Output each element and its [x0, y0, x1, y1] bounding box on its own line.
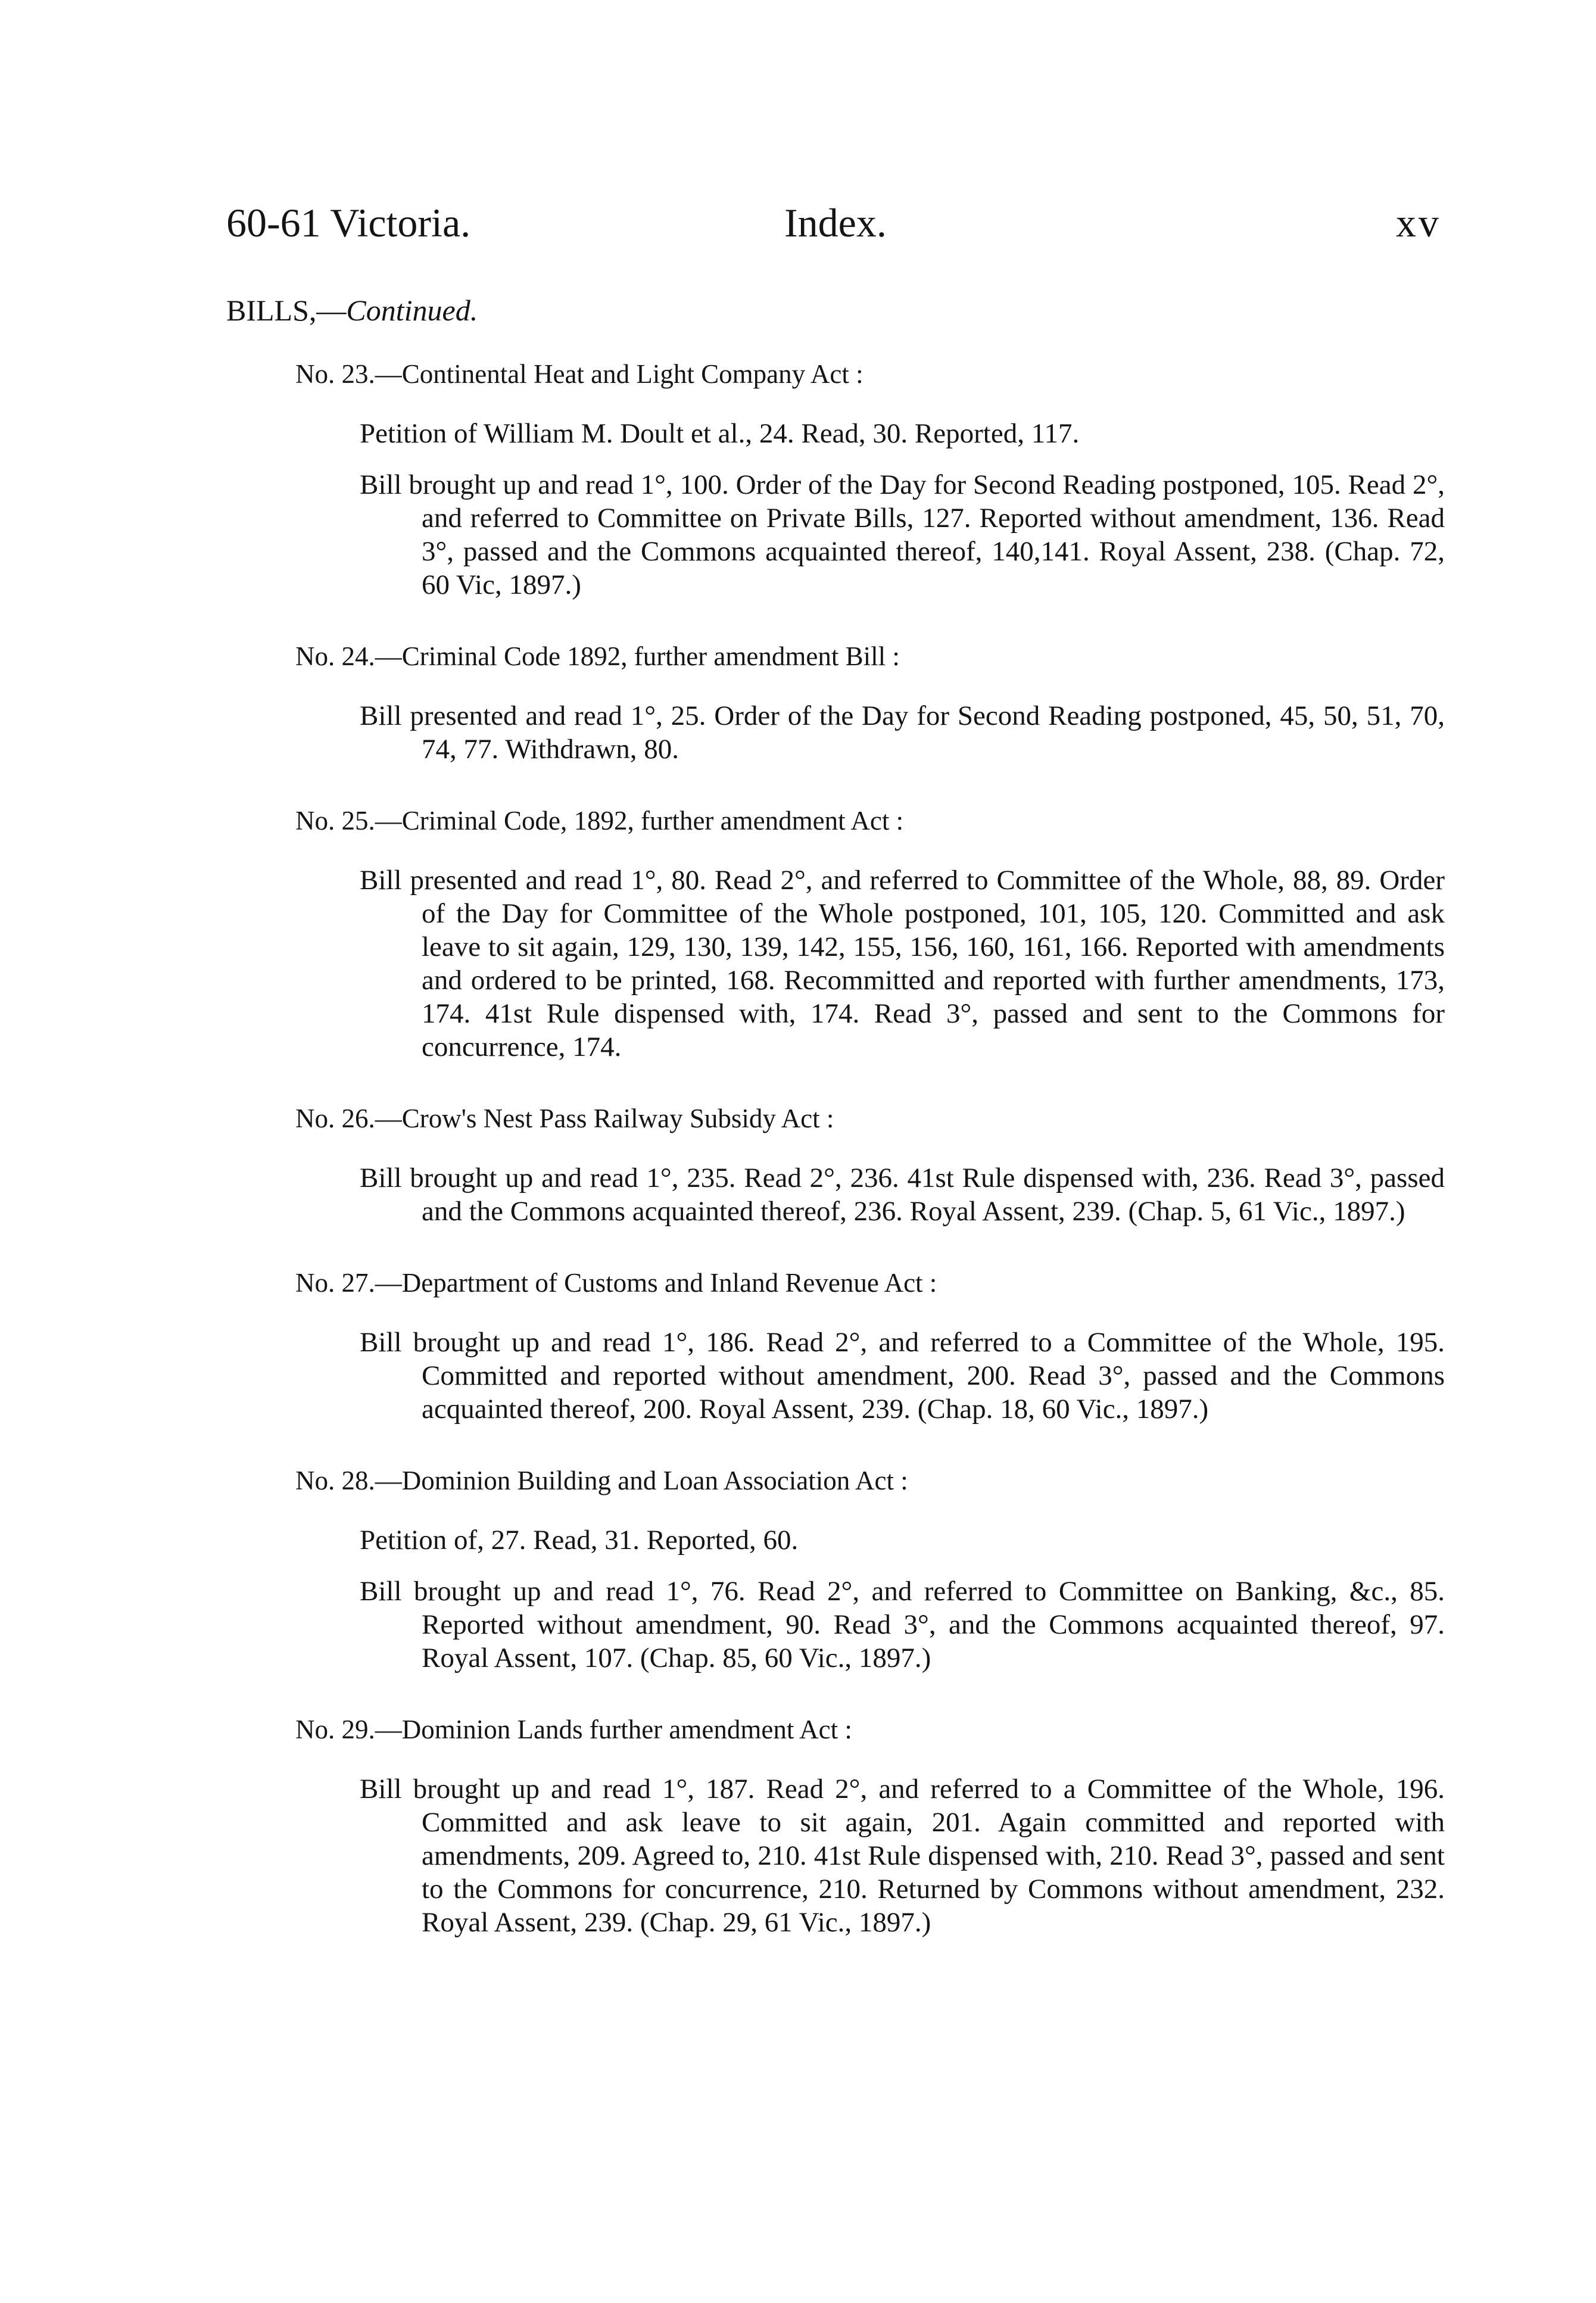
header-page-number: xv	[1396, 200, 1441, 245]
bill-list	[295, 357, 1445, 1977]
bill-proceedings: Bill brought up and read 1°, 100. Order of the Day for Second Reading postponed, 105. Read 2°, and referred to Committee on Private Bills, 127. Reported without amendment, 136. Read 3°, passed and the Commons acquainted thereof, 140,141. Royal Assent, 238. (Chap. 72, 60 Vic, 1897.)	[360, 469, 1445, 600]
bill-title: No. 26.—Crow's Nest Pass Railway Subsidy Act :	[295, 1104, 834, 1133]
bill-entry-24	[295, 640, 1445, 766]
bill-entry-28	[295, 1464, 1445, 1675]
bill-title: No. 27.—Department of Customs and Inland Revenue Act :	[295, 1268, 937, 1298]
bill-title: No. 29.—Dominion Lands further amendment Act :	[295, 1715, 852, 1744]
section-heading	[226, 293, 478, 328]
bill-proceedings: Bill brought up and read 1°, 235. Read 2°, 236. 41st Rule dispensed with, 236. Read 3°, passed and the Commons acquainted thereof, 236. Royal Assent, 239. (Chap. 5, 61 Vic., 1897.)	[360, 1163, 1445, 1227]
bill-proceedings: Bill brought up and read 1°, 186. Read 2°, and referred to a Committee of the Whole, 195. Committed and reported without amendment, 200. Read 3°, passed and the Commons acquainted thereof, 200. Royal Assent, 239. (Chap. 18, 60 Vic., 1897.)	[360, 1327, 1445, 1425]
bill-title: No. 24.—Criminal Code 1892, further amendment Bill :	[295, 641, 900, 671]
bill-proceedings: Petition of, 27. Read, 31. Reported, 60.	[360, 1525, 799, 1556]
running-header	[226, 200, 1441, 253]
bill-proceedings: Bill brought up and read 1°, 76. Read 2°, and referred to Committee on Banking, &c., 85. Reported without amendment, 90. Read 3°, and the Commons acquainted thereof, 97. Royal Assent, 107. (Chap. 85, 60 Vic., 1897.)	[360, 1576, 1445, 1674]
section-label: BILLS,—	[226, 294, 347, 327]
bill-title: No. 25.—Criminal Code, 1892, further amendment Act :	[295, 806, 904, 836]
bill-title: No. 23.—Continental Heat and Light Company Act :	[295, 359, 864, 389]
bill-entry-27	[295, 1266, 1445, 1426]
section-continued: Continued.	[346, 294, 478, 327]
bill-title: No. 28.—Dominion Building and Loan Association Act :	[295, 1466, 908, 1495]
bill-proceedings: Bill presented and read 1°, 80. Read 2°, and referred to Committee of the Whole, 88, 89. Order of the Day for Committee of the Whole postponed, 101, 105, 120. Committed and ask leave to sit again, 129, 130, 139, 142, 155, 156, 160, 161, 166. Reported with amendments and ordered to be printed, 168. Recommitted and reported with further amendments, 173, 174. 41st Rule dispensed with, 174. Read 3°, passed and sent to the Commons for concurrence, 174.	[360, 865, 1445, 1062]
bill-entry-25	[295, 804, 1445, 1064]
bill-proceedings: Petition of William M. Doult et al., 24. Read, 30. Reported, 117.	[360, 418, 1080, 449]
header-title: Index.	[784, 200, 887, 245]
bill-entry-23	[295, 357, 1445, 602]
header-volume: 60-61 Victoria.	[226, 200, 471, 245]
bill-proceedings: Bill presented and read 1°, 25. Order of the Day for Second Reading postponed, 45, 50, 51, 70, 74, 77. Withdrawn, 80.	[360, 700, 1445, 765]
bill-proceedings: Bill brought up and read 1°, 187. Read 2°, and referred to a Committee of the Whole, 196. Committed and ask leave to sit again, 201. Again committed and reported with amendments, 209. Agreed to, 210. 41st Rule dispensed with, 210. Read 3°, passed and sent to the Commons for concurrence, 210. Returned by Commons without amendment, 232. Royal Assent, 239. (Chap. 29, 61 Vic., 1897.)	[360, 1774, 1445, 1938]
bill-entry-29	[295, 1713, 1445, 1939]
bill-entry-26	[295, 1102, 1445, 1228]
